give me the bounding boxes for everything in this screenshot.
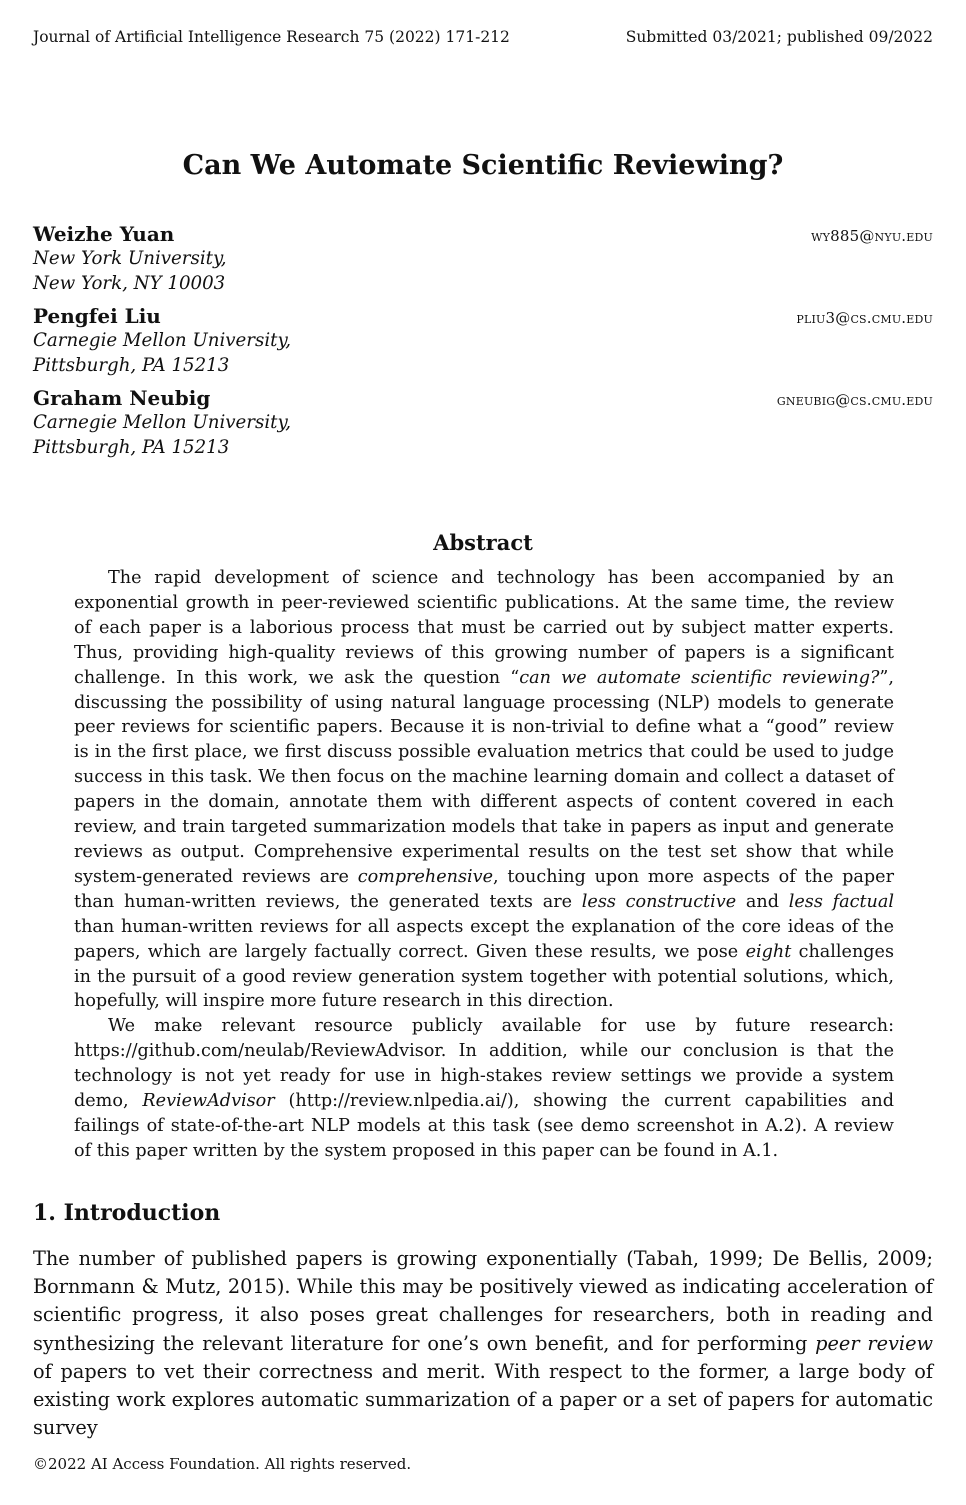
author-affiliation: Carnegie Mellon University, <box>33 330 292 351</box>
copyright-footer <box>33 1455 411 1473</box>
abstract-paragraph: We make relevant resource publicly available for use by future research: https://github.com/neulab/ReviewAdvisor. In addition, while our conclusion is that the technology is not yet ready for use in high-stakes review settings we provide a system demo, ReviewAdvisor (http://review.nlpedia.ai/), showing the current capabilities and failings of state-of-the-art NLP models at this task (see demo screenshot in A.2). A review of this paper written by the system proposed in this paper can be found in A.1. <box>74 1016 894 1161</box>
author-entry <box>33 304 933 378</box>
running-header <box>33 28 933 46</box>
abstract-paragraph: The rapid development of science and technology has been accompanied by an exponential growth in peer-reviewed scientific publications. At the same time, the review of each paper is a laborious process that must be carried out by subject matter experts. Thus, providing high-quality reviews of this growing number of papers is a significant challenge. In this work, we ask the question “can we automate scientific reviewing?”, discussing the possibility of using natural language processing (NLP) models to generate peer reviews for scientific papers. Because it is non-trivial to define what a “good” review is in the first place, we first discuss possible evaluation metrics that could be used to judge success in this task. We then focus on the machine learning domain and collect a dataset of papers in the domain, annotate them with different aspects of content covered in each review, and train targeted summarization models that take in papers as input and generate reviews as output. Comprehensive experimental results on the test set show that while system-generated reviews are comprehensive, touching upon more aspects of the paper than human-written reviews, the generated texts are less constructive and less factual than human-written reviews for all aspects except the explanation of the core ideas of the papers, which are largely factually correct. Given these results, we pose eight challenges in the pursuit of a good review generation system together with potential solutions, which, hopefully, will inspire more future research in this direction. <box>74 568 895 1012</box>
paper-title: Can We Automate Scientific Reviewing? <box>182 150 784 181</box>
author-email[interactable]: gneubig@cs.cmu.edu <box>776 391 933 409</box>
abstract-body <box>74 566 894 1164</box>
author-email[interactable]: pliu3@cs.cmu.edu <box>796 309 933 327</box>
copyright-icon: © <box>33 1455 48 1473</box>
abstract-heading: Abstract <box>433 530 533 555</box>
author-name: Pengfei Liu <box>33 304 161 328</box>
author-block <box>33 222 933 468</box>
author-affiliation: Carnegie Mellon University, <box>33 412 292 433</box>
section-heading: 1. Introduction <box>33 1200 221 1226</box>
intro-paragraph: The number of published papers is growing exponentially (Tabah, 1999; De Bellis, 2009; Bornmann & Mutz, 2015). While this may be positively viewed as indicating acceleration of scientific progress, it also poses great challenges for researchers, both in reading and synthesizing the relevant literature for one’s own benefit, and for performing peer review of papers to vet their correctness and merit. With respect to the former, a large body of existing work explores automatic summarization of a paper or a set of papers for automatic survey <box>33 1247 933 1440</box>
author-address: Pittsburgh, PA 15213 <box>33 355 230 376</box>
author-address: Pittsburgh, PA 15213 <box>33 437 230 458</box>
author-name: Graham Neubig <box>33 386 211 410</box>
copyright-text: 2022 AI Access Foundation. All rights reserved. <box>48 1455 412 1473</box>
submission-dates: Submitted 03/2021; published 09/2022 <box>625 28 933 46</box>
author-affiliation: New York University, <box>33 248 227 269</box>
author-entry <box>33 386 933 460</box>
journal-citation: Journal of Artificial Intelligence Research 75 (2022) 171-212 <box>33 28 510 46</box>
author-name: Weizhe Yuan <box>33 222 175 246</box>
author-email[interactable]: wy885@nyu.edu <box>811 227 933 245</box>
author-address: New York, NY 10003 <box>33 273 226 294</box>
author-entry <box>33 222 933 296</box>
introduction-body <box>33 1245 933 1442</box>
